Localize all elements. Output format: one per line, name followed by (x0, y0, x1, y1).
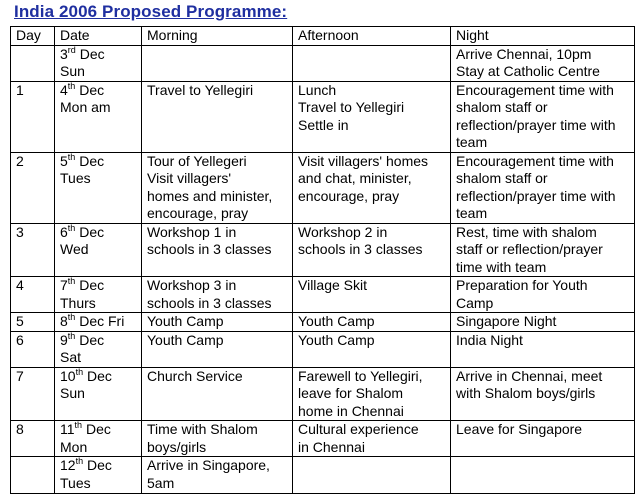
date-line (60, 99, 138, 117)
table-row (11, 152, 635, 223)
date-text: 8 (60, 313, 68, 329)
night-line: shalom staff or (456, 170, 548, 186)
afternoon-line: Village Skit (298, 277, 368, 293)
header-night: Night (451, 27, 635, 46)
date-text: Tues (60, 170, 91, 186)
date-cell (55, 152, 142, 223)
date-text: Dec (83, 367, 112, 384)
table-row (11, 313, 635, 332)
day-cell (11, 223, 55, 277)
morning-line: Visit villagers' (147, 170, 232, 186)
morning-line: Youth Camp (147, 331, 224, 348)
morning-line: homes and minister, (147, 187, 273, 204)
afternoon-line: Visit villagers' homes (298, 152, 429, 169)
night-line: Encouragement time with (456, 152, 614, 169)
header-date: Date (55, 27, 142, 46)
date-text: Dec (75, 45, 105, 62)
date-ordinal-suffix: th (67, 331, 76, 341)
night-line: Stay at Catholic Centre (456, 63, 600, 79)
day-cell (11, 421, 55, 457)
night-cell (451, 367, 635, 421)
night-line: Arrive in Chennai, meet (456, 367, 603, 384)
night-line: Encouragement time with (456, 81, 614, 98)
date-cell (55, 277, 142, 313)
day-cell (11, 331, 55, 367)
table-row (11, 331, 635, 367)
table-row (11, 277, 635, 313)
date-line (60, 349, 138, 367)
date-line (60, 332, 138, 350)
night-cell (451, 313, 635, 332)
date-text: 9 (60, 331, 68, 348)
afternoon-cell (293, 45, 451, 81)
date-text: Dec (75, 331, 105, 348)
date-line (60, 475, 138, 493)
header-afternoon: Afternoon (293, 27, 451, 46)
date-cell (55, 223, 142, 277)
date-cell (55, 45, 142, 81)
day-number: 2 (16, 152, 24, 169)
date-text: 11 (60, 421, 75, 437)
date-text: Dec (75, 223, 105, 240)
date-line (60, 295, 138, 313)
morning-cell (142, 223, 293, 277)
morning-line: encourage, pray (147, 205, 249, 221)
date-cell (55, 457, 142, 494)
date-line (60, 63, 138, 81)
header-row (11, 27, 635, 46)
table-row (11, 421, 635, 457)
morning-line: Tour of Yellegeri (147, 152, 247, 169)
morning-line: schools in 3 classes (147, 241, 272, 257)
afternoon-line: and chat, minister, (298, 170, 412, 186)
date-ordinal-suffix: th (75, 367, 84, 377)
date-cell (55, 367, 142, 421)
date-line (60, 277, 138, 295)
date-text: Sun (60, 385, 85, 401)
morning-line: Workshop 1 in (147, 223, 237, 240)
day-cell (11, 81, 55, 152)
day-cell (11, 457, 55, 494)
day-number: 5 (16, 313, 24, 329)
morning-line: Youth Camp (147, 313, 224, 329)
night-line: with Shalom boys/girls (456, 385, 596, 401)
afternoon-line: leave for Shalom (298, 385, 404, 401)
date-ordinal-suffix: th (67, 223, 76, 233)
night-line: Arrive Chennai, 10pm (456, 45, 592, 62)
afternoon-cell (293, 367, 451, 421)
date-cell (55, 421, 142, 457)
date-line (60, 457, 138, 475)
date-ordinal-suffix: th (67, 152, 76, 162)
afternoon-line: encourage, pray (298, 187, 400, 204)
afternoon-line: Lunch (298, 81, 337, 98)
date-line (60, 313, 138, 331)
night-line: time with team (456, 258, 547, 275)
morning-line: Arrive in Singapore, (147, 457, 270, 473)
date-text: 4 (60, 81, 68, 98)
date-ordinal-suffix: th (75, 456, 84, 466)
day-number: 8 (16, 421, 24, 437)
date-text: Mon (60, 438, 88, 455)
night-cell (451, 45, 635, 81)
page-title: India 2006 Proposed Programme: (14, 2, 288, 21)
night-line: Leave for Singapore (456, 421, 583, 437)
day-cell (11, 313, 55, 332)
programme-table (10, 26, 635, 494)
afternoon-cell (293, 457, 451, 494)
night-cell (451, 457, 635, 494)
date-text: 3 (60, 45, 68, 62)
morning-line: Church Service (147, 367, 243, 384)
night-line: shalom staff or (456, 99, 548, 115)
date-text: 12 (60, 457, 76, 473)
afternoon-line: Youth Camp (298, 313, 375, 329)
morning-cell (142, 277, 293, 313)
date-text: Wed (60, 241, 89, 257)
afternoon-line: schools in 3 classes (298, 241, 423, 257)
date-ordinal-suffix: rd (67, 45, 76, 55)
date-line (60, 224, 138, 242)
morning-line: Time with Shalom (147, 421, 258, 437)
night-line: team (456, 134, 488, 150)
date-text: 10 (60, 367, 76, 384)
night-line: Rest, time with shalom (456, 223, 597, 240)
date-text: Dec Fri (75, 313, 125, 329)
table-row (11, 367, 635, 421)
day-number: 1 (16, 81, 24, 98)
date-text: Sat (60, 349, 82, 365)
table-row (11, 81, 635, 152)
morning-cell (142, 367, 293, 421)
night-line: team (456, 205, 488, 221)
afternoon-line: Travel to Yellegiri (298, 99, 405, 115)
day-number: 7 (16, 367, 24, 384)
date-line (60, 421, 138, 439)
morning-line: boys/girls (147, 438, 207, 455)
date-cell (55, 313, 142, 332)
afternoon-line: Cultural experience (298, 421, 419, 437)
date-ordinal-suffix: th (67, 276, 76, 286)
morning-cell (142, 45, 293, 81)
morning-cell (142, 81, 293, 152)
morning-line: Workshop 3 in (147, 277, 237, 293)
night-line: Singapore Night (456, 313, 557, 329)
afternoon-cell (293, 331, 451, 367)
morning-cell (142, 152, 293, 223)
date-line (60, 170, 138, 188)
night-cell (451, 421, 635, 457)
afternoon-line: Workshop 2 in (298, 223, 388, 240)
header-day: Day (11, 27, 55, 46)
date-text: Dec (82, 421, 111, 437)
table-row (11, 457, 635, 494)
night-line: India Night (456, 331, 523, 348)
morning-cell (142, 421, 293, 457)
date-line (60, 439, 138, 457)
afternoon-cell (293, 152, 451, 223)
night-cell (451, 81, 635, 152)
table-row (11, 223, 635, 277)
date-line (60, 385, 138, 403)
date-line (60, 368, 138, 386)
night-line: Preparation for Youth (456, 277, 588, 293)
date-text: Dec (75, 152, 105, 169)
date-line (60, 46, 138, 64)
day-number: 6 (16, 331, 24, 348)
afternoon-line: home in Chennai (298, 402, 404, 419)
day-number: 3 (16, 223, 24, 240)
morning-cell (142, 457, 293, 494)
date-text: Sun (60, 63, 85, 79)
date-line (60, 153, 138, 171)
night-cell (451, 277, 635, 313)
night-line: reflection/prayer time with (456, 116, 616, 133)
day-cell (11, 277, 55, 313)
table-row (11, 45, 635, 81)
day-cell (11, 45, 55, 81)
night-cell (451, 223, 635, 277)
afternoon-cell (293, 223, 451, 277)
morning-cell (142, 313, 293, 332)
night-cell (451, 331, 635, 367)
date-text: Dec (75, 81, 105, 98)
afternoon-line: Farewell to Yellegiri, (298, 367, 423, 384)
day-cell (11, 367, 55, 421)
morning-line: schools in 3 classes (147, 294, 272, 311)
date-text: Dec (83, 457, 112, 473)
morning-line: Travel to Yellegiri (147, 81, 254, 98)
morning-cell (142, 331, 293, 367)
date-text: 6 (60, 223, 68, 240)
date-text: 5 (60, 152, 68, 169)
date-ordinal-suffix: th (67, 81, 76, 91)
date-text: Thurs (60, 294, 96, 311)
date-ordinal-suffix: th (67, 312, 76, 322)
date-line (60, 241, 138, 259)
afternoon-cell (293, 313, 451, 332)
afternoon-cell (293, 81, 451, 152)
day-number: 4 (16, 277, 24, 293)
night-line: Camp (456, 294, 494, 311)
afternoon-line: in Chennai (298, 438, 365, 455)
date-text: Dec (75, 277, 105, 293)
header-morning: Morning (142, 27, 293, 46)
night-line: staff or reflection/prayer (456, 241, 603, 257)
afternoon-cell (293, 277, 451, 313)
night-cell (451, 152, 635, 223)
date-text: 7 (60, 277, 68, 293)
morning-line: 5am (147, 474, 175, 491)
afternoon-cell (293, 421, 451, 457)
afternoon-line: Youth Camp (298, 331, 375, 348)
night-line: reflection/prayer time with (456, 187, 616, 204)
afternoon-line: Settle in (298, 116, 349, 133)
date-text: Tues (60, 474, 91, 491)
date-text: Mon am (60, 99, 111, 115)
date-cell (55, 331, 142, 367)
day-cell (11, 152, 55, 223)
date-cell (55, 81, 142, 152)
date-line (60, 82, 138, 100)
date-ordinal-suffix: th (74, 420, 83, 430)
